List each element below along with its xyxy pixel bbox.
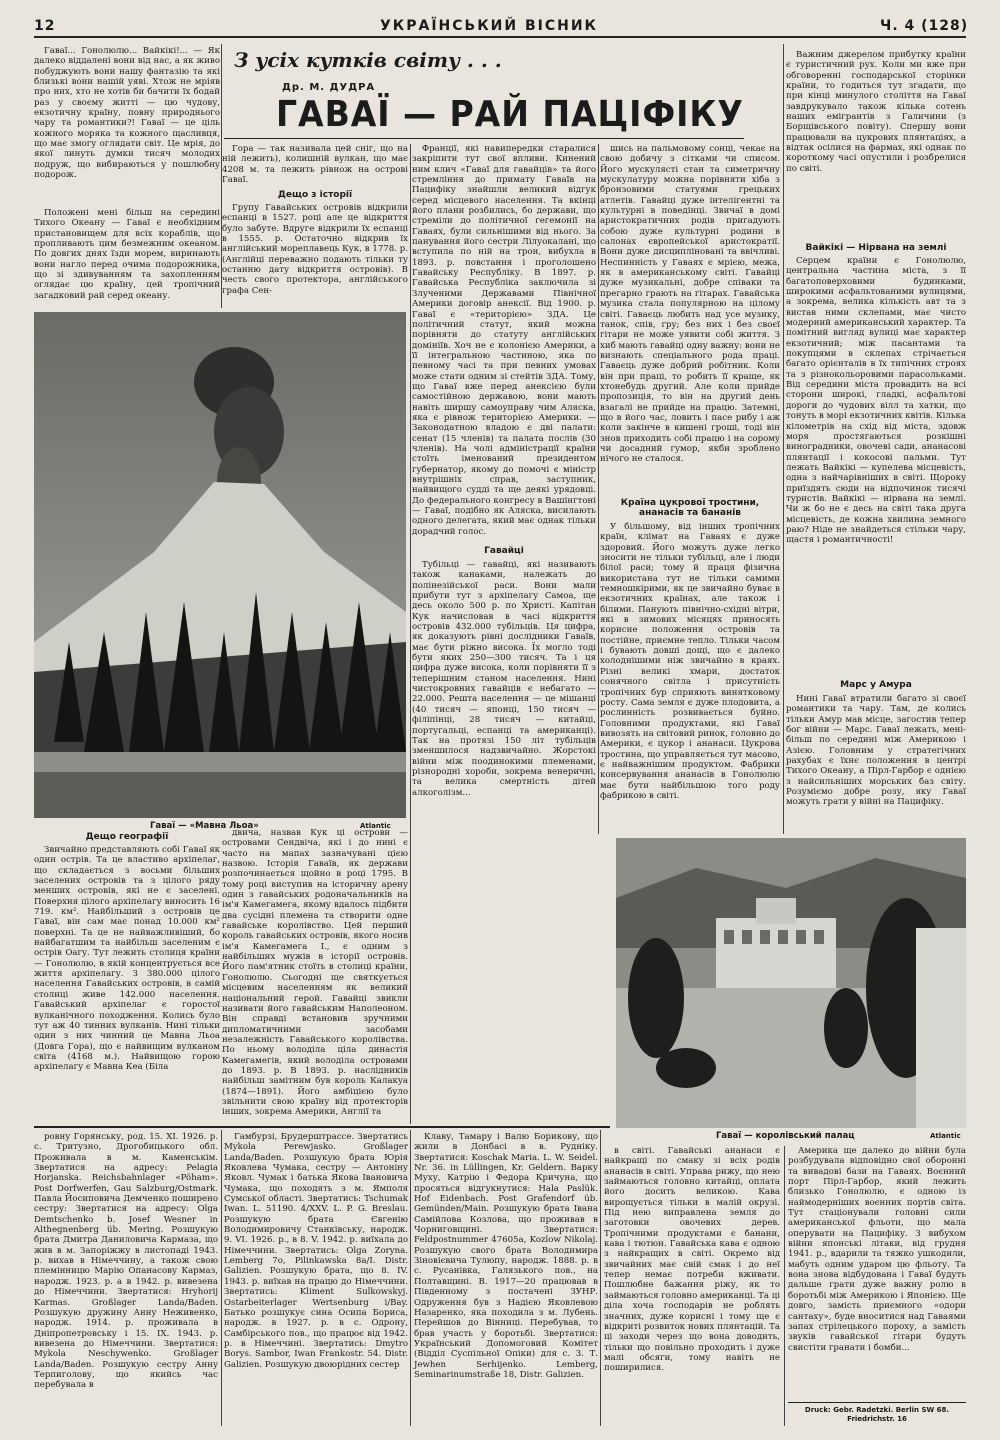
character-text: шись на пальмовому сонці, чекає на свою добичу з сітками чи списом. Його мускулясті стан та симетричну мускулатуру можна порівняти хіба з бронзовими статуями грецьких атлетів. Гавайці дуже інтелігентні та культурні в поведінці. Звичаї в домі аристократичних родів пригадують собою дуже культурні родини в салонах європейської аристократії. Вони дуже дисципліновані та ввічливі. Неспинність у Гаваях є мрією, межа, як в американському світі. Гавайці дуже музикальні, добре співаки та прегарно грають на гітарах. Гавайська музика стала популярною на цілому світі. Гаваєць любить над усе музику, танок, спів, гру; без них і без своєї гітари не може уявити собі життя. З хиб мають гавайці одну важну: вони не визнають спеціального рода праці. Гаваєць дуже добрий робітник. Коли він при праці, то робить її краще, як хтонебудь другий. Але коли прийде пропозиція, то він на другий день взагалі не прийде на працю. Затемні, що в його час, ловить і пасе рибу і аж коли закінче в кишені гроші, тоді він знов приходить собі працю і на сорому чи досадний гумор, якби зроблено нічого не сталося. bbox=[600, 144, 780, 465]
palace-credit: Atlantic bbox=[930, 1132, 961, 1140]
intro-text: Гаваї... Гонолюлю... Вайкікі!... — Як далеко віддалені вони від нас, а як живо побуджують вони нашу фантазію та які близькі вони нашій уяві. Хтож не мріяв про них, хто не хотів би бачити їх бодай раз у своєму житті — цю чудову, екзотичну країну, повну природнього чару та романтики?! Гаваї — це ціль кожного моряка та кожного щасливця, що має змогу оглядати світ. Це мрія, до якої линуть думки тисяч молодих подруж, що вибираються у пошлюбну подорож. bbox=[34, 46, 220, 181]
subhead-sugar: Країна цукрової тростини, ананасів та бананів bbox=[620, 498, 760, 518]
waikiki-text: Серцем країни є Гонолюлю, центральна частина міста, з її багатоповерховими будинками, широкими асфальтованими вулицями, а зокрема, велика кількість авт та з вистав ними склепами, має чисто модерний американський характер. Та помітний вигляд вулиці має характер екзотичний; між пасантами та покупцями в склепах стрічається багато орієнталів в їх типічних строях та з різнокольоровими парасольками. Від середини міста провадить на всі сторони широкі, гладкі, асфальтові дороги до чудових вілл та хатки, що тонуть в морі екзотичних квітів. Кілька кілометрів на схід від міста, здовж моря простягаються розкішні виноградники, овочеві сади, ананасові плянтації і кокосові пальми. Тут лежать Вайкікі — купелева місцевість, одна з найчарівніших в світі. Щороку приїздять сюди на відпочинок тисячі туристів. Вайкікі — нірвана на землі. Чи ж бо не є десь на світі така друга місцевість, де кожна хвилина земного раю? Ніде не знайдеться стільки чару, щастя і романтичності! bbox=[786, 256, 966, 546]
column-divider bbox=[410, 144, 411, 1124]
column-divider bbox=[221, 1130, 222, 1426]
column-divider bbox=[221, 44, 222, 308]
column-divider bbox=[783, 44, 784, 834]
subhead-geography: Дещо географії bbox=[85, 832, 169, 842]
author: Др. М. ДУДРА bbox=[282, 82, 376, 93]
column-divider bbox=[598, 144, 599, 834]
notices-rule bbox=[34, 1126, 610, 1128]
column-divider bbox=[410, 1130, 411, 1426]
page-number: 12 bbox=[34, 18, 56, 34]
history-continued: двича, назвав Кук ці острови — островами Сендвіча, які і до нині є часто на мапах зазначувані цією назвою. Історія Гаваїв, як держави розпочинається щойно в році 1795. В тому році виступив на історичну арену один з гавайських родоначальників на ім'я Камегамега, якому вдалось підбити два сусідні племена та створити одне гавайське королівство. Цей перший король гавайських островів, якого носив ім'я Камегамега I., є одним з найбільших мужів в історії островів. Його пам'ятник стоїть в столиці країни, Гонолюлю. Сьогодні ще святкується місцевим населенням як великий національний герой. Гавайці звикли називати його гавайським Наполеоном. Він справді встановив зручними дипломатичними засобами незалежність Гавайського королівства. По ньому володіла ціла династія Камегамегів, який володіла островами до 1893. р. В 1893. р. наслідників найбільш замітним був король Калакуа (1874—1891). Його амбіцією було звільнити свою країну від протекторів інших, зокрема Америки, Англії та bbox=[222, 828, 408, 1118]
printer-imprint: Druck: Gebr. Radetzki. Berlin SW 68. Friedrichstr. 16 bbox=[804, 1406, 950, 1423]
politics-text: Франції, які навипередки старалися закріпити тут свої впливи. Кинений ним клич «Гаваї для гавайців» та його стремління до примату Гаваїв на Пацифіку знайшли великий відгук серед місцевого населення. Та вкінці його плани розбились, бо держави, що стреміли до політичної гегемонії на Гаваях, були сильнішими від нього. За панування його сестри Лілуокалані, що вступила по ній на трон, вибухла в 1893. р. повстання і проголошено Гавайську Республіку. В 1897. р. Гавайська Республіка заключила зі Злученими Державами Північної Америки договір анексії. Від 1900. р. Гаваї є «територією» ЗДА. Це політичний статут, який можна порівняти до статуту англійських домініїв. Хоч не є колонією Америки, а її інтегральною частиною, яка по певному часі та при певних умовах може стати одним зі стейтів ЗДА. Тому, що Гаваї вже перед анексією були самостійною державою, вони мають навіть ширшу самоуправу чим Аляска, яка є рівнож територією Америки. — Законодатною владою є дві палати: сенат (15 членів) та палата послів (30 членів). На чолі адміністрації країни стоїть іменований президентом губернатор, якому до помочі є міністр внутрішніх справ, заступник, найвищого судді та ще деякі урядовці. До федерального конгресу в Вашінгтоні — Гаваї, подібно як Аляска, висилають одного делегата, який має однак тільки дорадчий голос. bbox=[412, 144, 596, 537]
hawaiians-text: Тубільці — гавайці, які називають також канаками, належать до полінезійської раси. Вони мали прибути тут з архіпелагу Самоа, ще десь около 500 р. по Христі. Капітан Кук начисловав в часі відкриття островів 432.000 тубільців. Ця цифра, як доказують рівні дослідники Гаваїв, має бути ріжно висока. Їх могло тоді бути яких 250—300 тисяч. Та і ця цифра дуже висока, коли порівняти її з теперішним станом населення. Нині чистокровних гавайців є небагато — 22.000. Решта населення — це мішанці (40 тисяч — японці, 150 тисяч — філіпінці, 28 тисяч — китайці, португальці, еспанці та американці). Так на протязі 150 літ тубільців зменшилося надзвичайно. Жорстокі війни між поодинокими племенами, різнородні хороби, зокрема венеричні, та велика смертність дітей алкоголізм... bbox=[412, 560, 596, 798]
notices-col-4: в світі. Гавайські ананаси є найкращі по смаку зі всіх родів ананасів в світі. Управа рижу, що нею займаються головно китайці, оплата його досить великою. Кава вирощується тільки в малій окрузі. Під нею виправлена земля до заготовки овочевих дерев. Тропічними продуктами є банани, кава і тютюн. Гавайська кава є одною з найкращих в світі. Окремо від звичайних має свій смак і до неї тепер немає потреби вживати. Пошлюбне бажання ріжу, як то займаються головно американці. Та ці діла хоча господарів не роблять значних, дуже корисні і тому ще є відкриті розвиток нових плянтацій. Та ці заходи через що вона доводить, тільки що повільно проходить і дуже малі обсяги, тому навіть не поширилися. bbox=[604, 1146, 780, 1374]
volcano-caption: Гаваї — «Мавна Льоа» bbox=[150, 821, 259, 831]
geography-text: Звичайно представляють собі Гаваї як один острів. Та це властиво архіпелаг, що складається з восьми більших заселених островів та з цілого ряду менших островів, які не є заселені. Поверхня цілого архіпелагу виносить 16 719. км². Найбільший з островів це Гаваї, він сам має понад 10.000 км² поверхні. Та це не найважливіший, бо найбагатшим та найбільш заселеним є острів Оагу. Тут лежить столиця країни — Гонолюлю, в якій концентрується все життя архіпелагу. З 380.000 цілого населення Гавайських островів, в самій столиці живе 142.000 населення. Гавайський архіпелаг є горостої вулканічного походження. Колись було тут аж 40 тинних вулканів. Нині тільки один з них чинний це Мавна Льоа (Довга Гора), що є найвищим вулканом світа (4168 м.). Найвищою горою архіпелагу є Мавна Кеа (Біла bbox=[34, 845, 220, 1073]
subhead-history: Дещо з історії bbox=[277, 190, 353, 200]
notices-col-5: Америка ще далеко до війни була розбудувала відповідно свої оборонні та вивадові бази на Гаваях. Воєнний порт Пірл-Гарбор, який лежить близько Гонолюлю, є одною із наймодерніших воєнних портів світа. Тут стаціонували головні сили американської фльоти, що мала оперувати на Пацифіку. З вибухом війни японські літаки, від грудня 1941. р., вдарили та тяжко ушкодили, мабуть одним ударом цю фльоту. Та вона знова відбудована і Гаваї будуть дальше грати дуже важну ролю в боротьбі між Америкою і Японією. Ще довго, замість приємного «одори сантаху», буде вноситися над Гаваями запах стрілецького пороху, а замість звуків гавайської гітари будуть свистіти гранати і бомби... bbox=[788, 1146, 966, 1353]
subhead-waikiki: Вайкікі — Нірвана на землі bbox=[805, 243, 947, 253]
palace-illustration bbox=[616, 838, 966, 1128]
subhead-hawaiians: Гавайці bbox=[484, 546, 524, 556]
volcano-note: Гора — так називала цей сніг, що на ній лежить), колишній вулкан, що має 4208 м. та лежить рівнож на острові Гаваї. bbox=[222, 144, 408, 186]
notices-col-1: ровну Горянську, род. 15. XI. 1926. р. с. Тритузно, Дрогобицького обл. Проживала в м. Каменськім. Звертатися на адресу: Pelagia Horjanska. Reichsbahnlager «Pöham». Post Dorfwerfen, Gau Salzburg/Ostmark. Павла Йосиповича Демченко поширено сестру: Звертатися на адресу: Olga Demtschenko b. Josef Wesner in Althegnenberg üb. Mering. Розшукую брата Дмитра Даниловича Кармаза, що жив в м. Запоріжжу в листопаді 1943. р. вихав в Німеччину, а також свою племінницю Марію Опанасову Кармаз, народж. 1923. р. а в 1942. р. вивезена до Німеччини. Звертатися: Hryhorij Karmas. Großlager Landa/Baden. Розшукую дружину Анну Неживенко, народж. 1914. р. проживала в Дніпропетровську і 15. IX. 1943. р. вивезена до Німеччини. Звертатися: Mykola Neschywenko. Großlager Landa/Baden. Розшукую сестру Анну Терпиголову, що якийсь час перебувала в bbox=[34, 1132, 218, 1391]
notices-col-3: Клаву, Тамару і Валю Борикову, що жили в Донбасі в в. Рудніку. Звертатися: Koschak Maria. L. W. Seidel. Nr. 36. in Lüllingen, Kr. Geldern. Варку Муху, Катрію і Федора Кричуна, що просяться відгукнутися: Hala Paslük. Hof Eidenbach. Post Grafendorf üb. Gemünden/Main. Розшукую брата Івана Самійлова Козлова, що проживав в Чорниговщині. Звертатися: Feldpostnummer 47605a, Kozlow Nikolaj. Розшукую свого брата Володимира Зіновієвича Тулюпу, народж. 1888. р. в с. Русанівка, Галязького пов., на Полтавщині. В. 1917—20 працював в Південному з постачені ЗУНР. Одруження був з Надією Яковлевою Назаренко, яка походила з м. Лубень. Перейшов до Вінниці. Перебував, то брав участь у боротьбі. Звертатися: Український Допомоговий Комітет (Відділ Суспільної Опіки) для с. 3. Т. Jewhen Serhijenko. Lemberg, Seminarinumstraße 18, Distr. Galizien. bbox=[414, 1132, 598, 1380]
subhead-mars: Марс у Амура bbox=[840, 680, 912, 690]
sugar-text: У більшому, від інших тропічних країн, клімат на Гаваях є дуже здоровий. Його можуть дуже легко зносити не тільки тубільці, але і люди білої раси; тому й праця фізична використана тут не тільки самими темношкірими, як це звичайно буває в екзотичних країнах, але також і білими. Панують північно-східні вітри, які в зимових місяцях приносять корисне положення островів та постійне, приємне тепло. Тільки часом і бувають довші дощі, що є далеко холоднішими ніж звичайно в краях. Різні великі хмари, достаток сонячного світла і присутність тропічних бур сприяють винятковому росту. Сама земля є дуже плодовита, а рослинність розвивається буйно. Головними продуктами, які Гаваї вивозять на світовий ринок, головно до Америки, є цукор і ананаси. Цукрова тростина, що управляється тут масово, є найважнішим продуктом. Фабрики консервування ананасів в Гонолюлю має бути найбільшою того роду фабрикою в світі. bbox=[600, 522, 780, 801]
volcano-photo bbox=[34, 312, 406, 818]
printer-rule bbox=[788, 1402, 966, 1403]
column-divider bbox=[784, 1146, 785, 1426]
tourism-text: Важним джерелом прибутку країни є туристичний рух. Коли ми вже при обговоренні господарської сторінки країни, то годиться тут згадати, що при кінці минулого століття на Гаваї завдрукувало також кілька сотень наших емігрантів з Галичини (з Борщівського повіту). Спершу вони працювали на цукрових плянтаціях, а відтак осілися на фармах, які однак по короткому часі опустили і розбрелися по світі. bbox=[786, 50, 966, 174]
history-text: Групу Гавайських островів відкрили еспанці в 1527. році але це відкриття було забуте. Вдруге відкрили їх еспанці в 1555. р. Остаточно відкрив їх англійський мореплавець Кук, в 1778. р. (Англійці переважно подають тільки ту останню дату відкриття островів). В честь свого протектора, англійського графа Сен- bbox=[222, 203, 408, 296]
column-divider bbox=[600, 1130, 601, 1426]
article-title: ГАВАЇ — РАЙ ПАЦІФІКУ bbox=[276, 94, 744, 135]
volcano-illustration bbox=[34, 312, 406, 818]
publication-title: УКРАЇНСЬКИЙ ВІСНИК bbox=[380, 18, 598, 34]
mars-text: Нині Гаваї втратили багато зі своєї романтики та чару. Там, де колись тільки Амур мав місце, загостив тепер бог війни — Марс. Гаваї лежать, мені-більш по середині між Америкою і Азією. Головним у стратегічних рахубах є їхнє положення в центрі Тихого Океану, а Пірл-Гарбор є однією з найсильніших морських баз світу. Розуміємо добре розу, яку Гаваї можуть грати у війні на Пацифіку. bbox=[786, 694, 966, 808]
kicker: З усіх кутків світу . . . bbox=[234, 48, 502, 72]
palace-caption: Гаваї — королівський палац bbox=[716, 1131, 855, 1141]
notices-col-2: Гамбурзі, Брудерштрассе. Звертатись Mykola Perewjasko. Großlager Landa/Baden. Розшукую брата Юрія Яковлева Чумака, сестру — Антоніну Яковл. Чумак і батька Якова Івановича Чумака, що походять з м. Ямполя Сумської області. Звертатись: Tschumak Iwan. L. 51190. 4/XXV. L. P. G. Breslau. Розшукую брата Євгенію Володимировичу Станківську, народж. 9. VI. 1926. р., в 8. V. 1942. р. виїхала до Німеччини. Звертатись: Olga Zoryna. Lemberg 7o, Pilinkawska 8a/I. Distr. Galizien. Розшукую брата, що 8. IV. 1943. р. виїхав на працю до Німеччини. Звертатись: Kliment Sulkowskyj. Ostarbeiterlager Wertsenburg i/Bay. Батько розшукує сина Осипа Бориса, народж. в 1927. р. в с. Одрону, Самбірського пов., що працює від 1942. р. в Німеччині. Звертатись: Dmytro Borys. Sambor, Iwan Frankostr. 54. Distr. Galizien. Розшукую двоюрідних сестер bbox=[224, 1132, 408, 1370]
intro-text-2: Положені мені більш на середині Тихого Океану — Гаваї є необхідним пристановищем для всіх кораблів, що пропливають цим безмежним океаном. По довгих днях їзди морем, виринають вони нагло перед очима подорожника, що зі здивуванням та захопленням оглядає цю країну, цей тропічний загадковий рай серед океану. bbox=[34, 208, 220, 301]
title-rule bbox=[224, 138, 744, 139]
volcano-credit: Atlantic bbox=[360, 822, 391, 830]
palace-photo bbox=[616, 838, 966, 1128]
header-rule bbox=[34, 36, 966, 38]
issue-number: Ч. 4 (128) bbox=[880, 18, 969, 34]
